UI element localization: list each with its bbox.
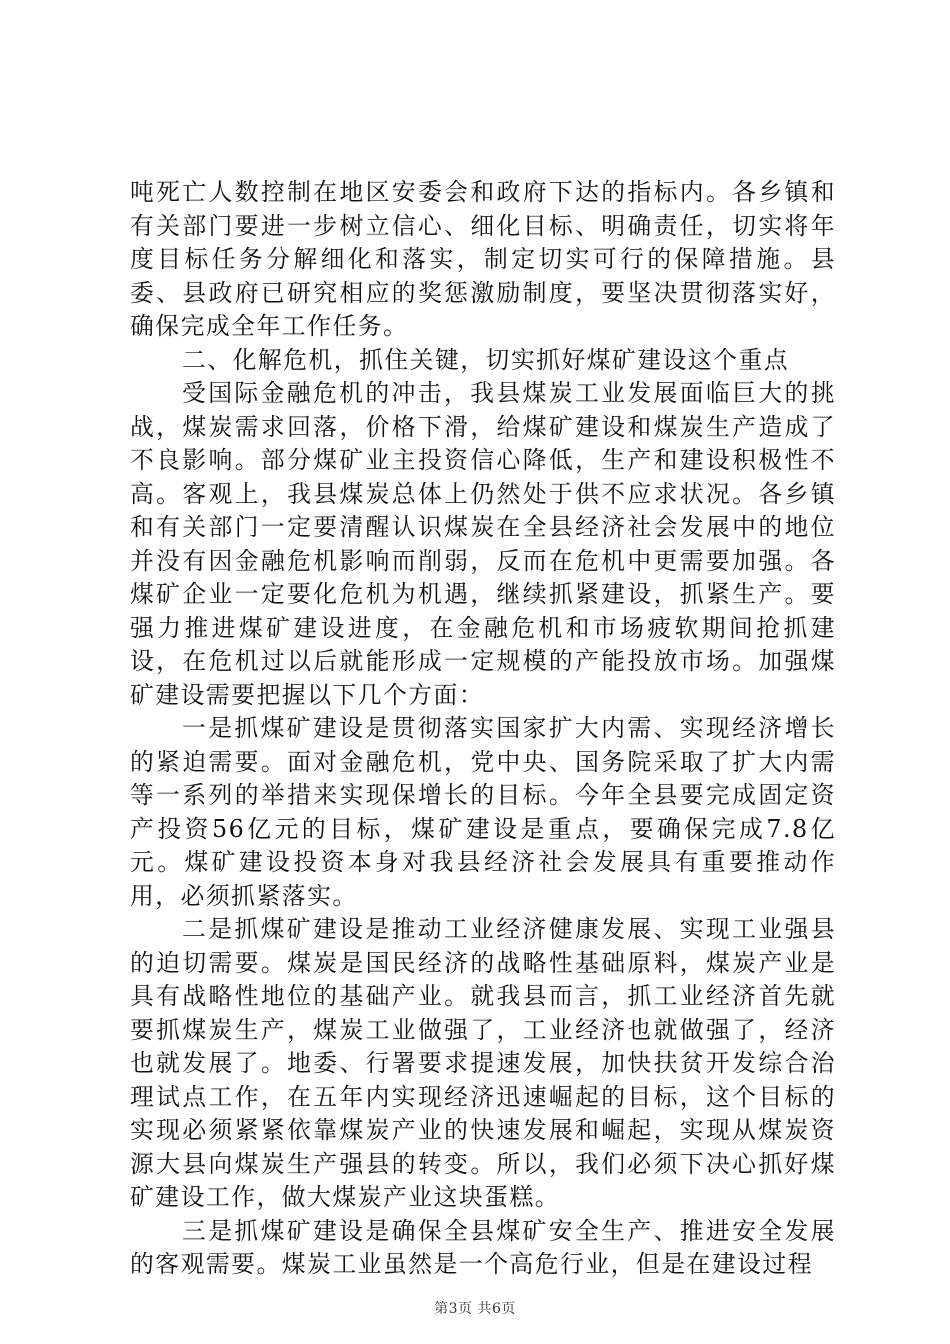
paragraph-continuation: 吨死亡人数控制在地区安委会和政府下达的指标内。各乡镇和有关部门要进一步树立信心、细化目标、明确责任，切实将年度目标任务分解细化和落实，制定切实可行的保障措施。县委、县政府已研究相应的奖惩激励制度，要坚决贯彻落实好，确保完成全年工作任务。 [130, 178, 836, 340]
page-number: 第3页 共6页 [434, 1301, 516, 1317]
document-body [130, 176, 836, 1282]
paragraph-financial-crisis: 受国际金融危机的冲击，我县煤炭工业发展面临巨大的挑战，煤炭需求回落，价格下滑，给煤矿建设和煤炭生产造成了不良影响。部分煤矿业主投资信心降低，生产和建设积极性不高。客观上，我县煤炭总体上仍然处于供不应求状况。各乡镇和有关部门一定要清醒认识煤炭在全县经济社会发展中的地位并没有因金融危机影响而削弱，反而在危机中更需要加强。各煤矿企业一定要化危机为机遇，继续抓紧建设，抓紧生产。要强力推进煤矿建设进度，在金融危机和市场疲软期间抢抓建设，在危机过以后就能形成一定规模的产能投放市场。加强煤矿建设需要把握以下几个方面： [130, 379, 836, 709]
paragraph-point-two: 二是抓煤矿建设是推动工业经济健康发展、实现工业强县的迫切需要。煤炭是国民经济的战略性基础原料，煤炭产业是具有战略性地位的基础产业。就我县而言，抓工业经济首先就要抓煤炭生产，煤炭工业做强了，工业经济也就做强了，经济也就发展了。地委、行署要求提速发展，加快扶贫开发综合治理试点工作，在五年内实现经济迅速崛起的目标，这个目标的实现必须紧紧依靠煤炭产业的快速发展和崛起，实现从煤炭资源大县向煤炭生产强县的转变。所以，我们必须下决心抓好煤矿建设工作，做大煤炭产业这块蛋糕。 [130, 915, 836, 1211]
paragraph-point-one: 一是抓煤矿建设是贯彻落实国家扩大内需、实现经济增长的紧迫需要。面对金融危机，党中央、国务院采取了扩大内需等一系列的举措来实现保增长的目标。今年全县要完成固定资产投资56亿元的目标，煤矿建设是重点，要确保完成7.8亿元。煤矿建设投资本身对我县经济社会发展具有重要推动作用，必须抓紧落实。 [130, 714, 836, 910]
paragraph-point-three: 三是抓煤矿建设是确保全县煤矿安全生产、推进安全发展的客观需要。煤炭工业虽然是一个高危行业，但是在建设过程 [130, 1216, 836, 1278]
page-footer [0, 1298, 950, 1318]
section-heading: 二、化解危机，抓住关键，切实抓好煤矿建设这个重点 [182, 345, 790, 374]
